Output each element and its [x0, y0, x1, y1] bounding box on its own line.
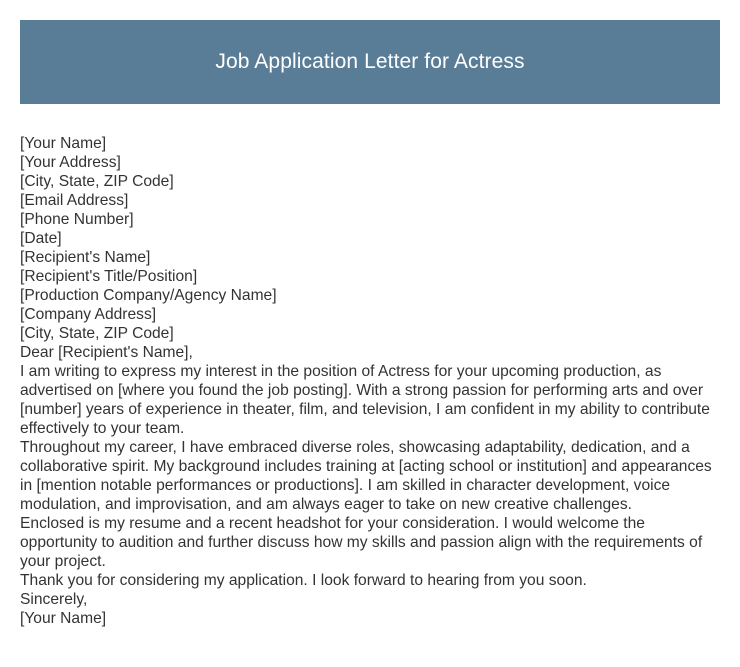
salutation: Dear [Recipient's Name],: [20, 344, 193, 361]
paragraph-experience: Throughout my career, I have embraced diverse roles, showcasing adaptability, dedication, and a collaborative spirit. My background includes training at [acting school or institution] and appearances in [mention notable performances or productions]. I am skilled in character development, voice modulation, and improvisation, and am always eager to take on new creative challenges.: [20, 439, 712, 513]
sender-address: [Your Address]: [20, 154, 121, 171]
sender-email: [Email Address]: [20, 192, 129, 209]
document-title: Job Application Letter for Actress: [215, 50, 525, 73]
letter-date: [Date]: [20, 230, 62, 247]
title-banner: [20, 20, 720, 104]
sender-phone: [Phone Number]: [20, 211, 134, 228]
sender-name: [Your Name]: [20, 135, 107, 152]
paragraph-intro: I am writing to express my interest in the position of Actress for your upcoming production, as advertised on [where you found the job posting]. With a strong passion for performing arts and over [number] years of experience in theater, film, and television, I am confident in my ability to contribute effectively to your team.: [20, 363, 710, 437]
paragraph-enclosure: Enclosed is my resume and a recent headshot for your consideration. I would welcome the opportunity to audition and further discuss how my skills and passion align with the requirements of your project.: [20, 515, 703, 570]
sign-off: Sincerely,: [20, 591, 88, 608]
signature-name: [Your Name]: [20, 610, 107, 627]
recipient-company: [Production Company/Agency Name]: [20, 287, 277, 304]
recipient-name: [Recipient's Name]: [20, 249, 151, 266]
company-city-state-zip: [City, State, ZIP Code]: [20, 325, 174, 342]
recipient-title: [Recipient's Title/Position]: [20, 268, 198, 285]
sender-city-state-zip: [City, State, ZIP Code]: [20, 173, 174, 190]
letter-body: [20, 134, 722, 628]
company-address: [Company Address]: [20, 306, 157, 323]
paragraph-closing: Thank you for considering my application. I look forward to hearing from you soon.: [20, 572, 587, 589]
